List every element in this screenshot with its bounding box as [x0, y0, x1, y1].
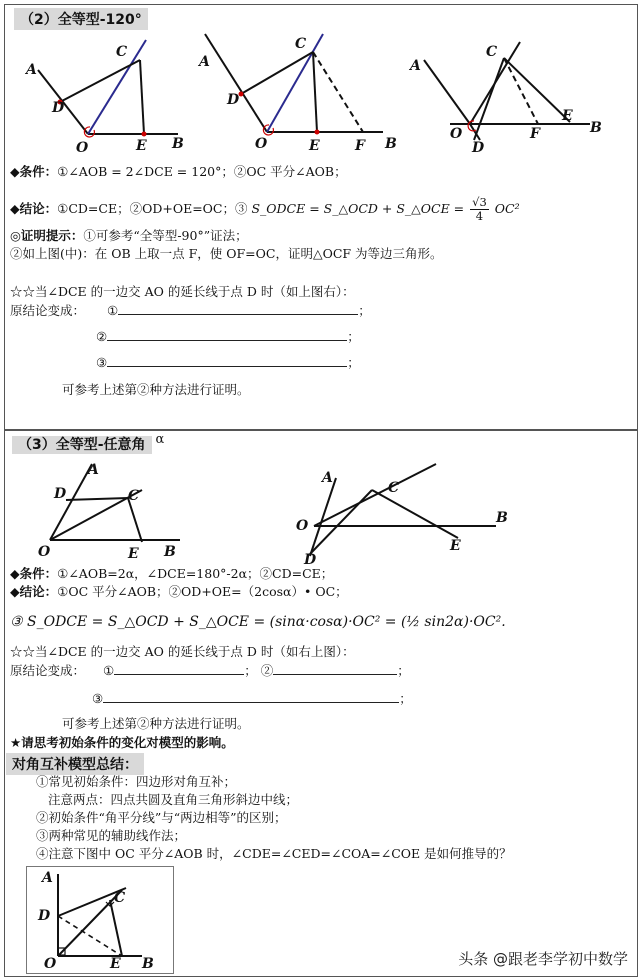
label-E: E	[136, 138, 147, 154]
section2-blank-row2: ② ；	[96, 329, 360, 344]
label-C: C	[486, 44, 498, 60]
section3-reference: 可参考上述第②种方法进行证明。	[62, 716, 250, 731]
label-C: C	[128, 488, 140, 504]
label-D: D	[227, 92, 240, 108]
label-B: B	[590, 120, 602, 136]
section2-figure-right	[410, 40, 610, 160]
section2-heading: （2）全等型-120°	[14, 8, 148, 30]
label-B: B	[142, 956, 154, 972]
label-A: A	[322, 470, 333, 486]
section2-star: ☆☆当∠DCE 的一边交 AO 的延长线于点 D 时（如上图右）：	[10, 284, 355, 299]
section3-figure-left	[30, 460, 200, 560]
label-B: B	[496, 510, 508, 526]
section3-conclusion: ◆结论：①OC 平分∠AOB；②OD+OE=（2cosα）• OC；	[10, 584, 348, 599]
section3-blank-row2: ③ ；	[92, 691, 412, 706]
label-O: O	[76, 140, 89, 156]
section2-conclusion: ◆结论：①CD=CE；②OD+OE=OC；③ S_ODCE = S_△OCD + S_△OCE = $\frac{√3}{4}$ OC²	[10, 195, 520, 223]
label-F: F	[355, 138, 365, 154]
label-A: A	[410, 58, 421, 74]
label-C: C	[295, 36, 307, 52]
label-D: D	[304, 552, 317, 568]
section3-alpha: α	[155, 432, 165, 447]
section2-figure-left	[20, 30, 200, 156]
section2-hint2: ②如上图(中)：在 OB 上取一点 F，使 OF=OC，证明△OCF 为等边三角形。	[10, 246, 443, 261]
section3-formula: ③ S_ODCE = S_△OCD + S_△OCE = (sinα·cosα)·OC² = (½ sin2α)·OC².	[10, 614, 506, 630]
label-C: C	[388, 480, 400, 496]
label-E: E	[110, 956, 121, 972]
label-C: C	[114, 890, 126, 906]
label-O: O	[450, 126, 463, 142]
label-B: B	[385, 136, 397, 152]
section3-heading-group	[12, 434, 164, 454]
section3-heading: （3）全等型-任意角	[12, 436, 152, 454]
summary-item-1: ①常见初始条件：四边形对角互补；	[36, 774, 237, 789]
label-F: F	[530, 126, 540, 142]
section2-condition: ◆条件：①∠AOB = 2∠DCE = 120°；②OC 平分∠AOB；	[10, 164, 347, 179]
summary-heading: 对角互补模型总结：	[6, 753, 144, 775]
label-E: E	[128, 546, 139, 562]
label-E: E	[450, 538, 461, 554]
summary-item-3: ②初始条件“角平分线”与“两边相等”的区别；	[36, 810, 287, 825]
section2-blank-row3: ③ ；	[96, 355, 360, 370]
label-A: A	[42, 870, 53, 886]
label-E: E	[562, 108, 573, 124]
label-A: A	[199, 54, 210, 70]
summary-item-2: 注意两点：四点共圆及直角三角形斜边中线；	[48, 792, 299, 807]
label-C: C	[116, 44, 128, 60]
label-B: B	[172, 136, 184, 152]
section3-condition: ◆条件：①∠AOB=2α，∠DCE=180°-2α；②CD=CE；	[10, 566, 334, 581]
label-D: D	[52, 100, 65, 116]
label-D: D	[38, 908, 51, 924]
section2-hint: ◎证明提示：①可参考“全等型-90°”证法；	[10, 228, 248, 243]
label-O: O	[296, 518, 309, 534]
label-D: D	[54, 486, 67, 502]
section3-figure-right	[296, 460, 516, 570]
label-A: A	[88, 462, 99, 478]
label-A: A	[26, 62, 37, 78]
summary-item-5: ④注意下图中 OC 平分∠AOB 时，∠CDE=∠CED=∠COA=∠COE 是如何推导的？	[36, 846, 512, 861]
summary-figure	[30, 868, 170, 970]
label-E: E	[309, 138, 320, 154]
label-O: O	[255, 136, 268, 152]
section2-reference: 可参考上述第②种方法进行证明。	[62, 382, 250, 397]
section2-figure-middle	[199, 30, 405, 155]
section3-star: ☆☆当∠DCE 的一边交 AO 的延长线于点 D 时（如右上图）：	[10, 644, 355, 659]
label-D: D	[472, 140, 485, 156]
section3-think: ★请思考初始条件的变化对模型的影响。	[10, 735, 234, 750]
label-O: O	[44, 956, 57, 972]
label-B: B	[164, 544, 176, 560]
section2-blank-row1: 原结论变成： ① ；	[10, 303, 371, 318]
section3-blank-row1: 原结论变成： ① ； ② ；	[10, 663, 410, 678]
label-O: O	[38, 544, 51, 560]
watermark: 头条 @跟老李学初中数学	[458, 950, 628, 968]
summary-item-4: ③两种常见的辅助线作法；	[36, 828, 187, 843]
